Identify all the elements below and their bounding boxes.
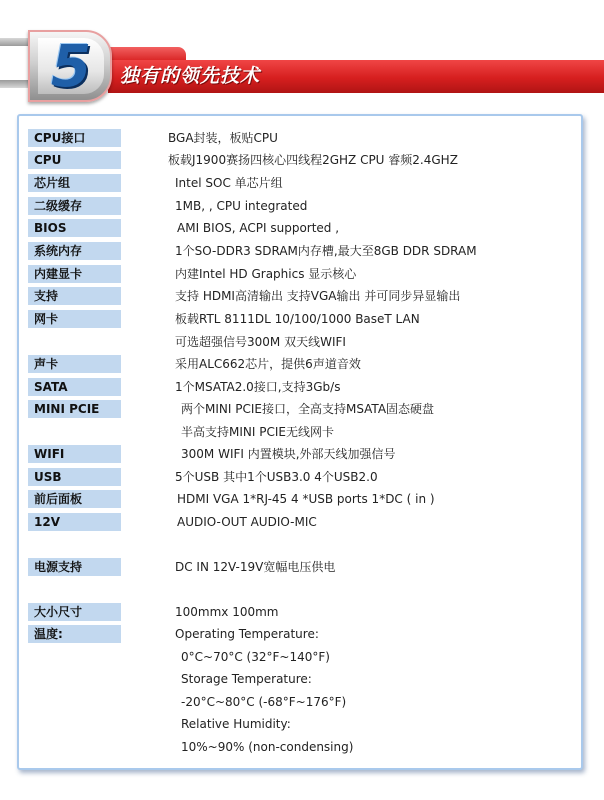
spec-row [19, 173, 581, 193]
spec-value: AUDIO-OUT AUDIO-MIC [177, 515, 317, 529]
spec-row [19, 467, 581, 487]
spec-label: 前后面板 [28, 490, 121, 508]
spec-value: 1个SO-DDR3 SDRAM内存槽,最大至8GB DDR SDRAM [175, 244, 477, 258]
spec-label: USB [28, 468, 121, 486]
spec-label: 支持 [28, 287, 121, 305]
spec-row [19, 309, 581, 329]
spec-label: 系统内存 [28, 242, 121, 260]
spec-value: Relative Humidity: [181, 717, 291, 731]
spec-value: HDMI VGA 1*RJ-45 4 *USB ports 1*DC ( in ) [177, 492, 435, 506]
section-title: 独有的领先技术 [120, 65, 261, 87]
spec-row [19, 444, 581, 464]
spec-row [19, 602, 581, 622]
spec-label: MINI PCIE [28, 400, 121, 418]
spec-label: 电源支持 [28, 558, 121, 576]
spec-value: 板载J1900赛扬四核心四线程2GHZ CPU 睿频2.4GHZ [168, 153, 458, 167]
spec-label: BIOS [28, 219, 121, 237]
spec-row [19, 557, 581, 577]
spec-value: 两个MINI PCIE接口，全高支持MSATA固态硬盘 [181, 402, 435, 416]
spec-value: 可选超强信号300M 双天线WIFI [175, 335, 346, 349]
spec-value: 1个MSATA2.0接口,支持3Gb/s [175, 380, 341, 394]
spec-label: 12V [28, 513, 121, 531]
spec-label: 二级缓存 [28, 197, 121, 215]
spec-value: 支持 HDMI高清输出 支持VGA输出 并可同步异显输出 [175, 289, 461, 303]
spec-row [19, 692, 581, 712]
section-number-plate [38, 32, 104, 100]
spec-label: SATA [28, 378, 121, 396]
spec-value: Storage Temperature: [181, 672, 312, 686]
spec-label: WIFI [28, 445, 121, 463]
spec-row [19, 196, 581, 216]
spec-row [19, 489, 581, 509]
spec-row [19, 286, 581, 306]
spec-label: 温度: [28, 625, 121, 643]
spec-label: CPU接口 [28, 129, 121, 147]
spec-row [19, 624, 581, 644]
spec-row [19, 128, 581, 148]
spec-row [19, 714, 581, 734]
spec-card [17, 114, 583, 770]
spec-value: 板载RTL 8111DL 10/100/1000 BaseT LAN [175, 312, 420, 326]
section-number: 5 [50, 32, 92, 100]
spec-row [19, 241, 581, 261]
spec-row [19, 737, 581, 757]
spec-value: 0°C~70°C (32°F~140°F) [181, 650, 330, 664]
spec-value: 5个USB 其中1个USB3.0 4个USB2.0 [175, 470, 378, 484]
spec-value: Intel SOC 单芯片组 [175, 176, 283, 190]
spec-row [19, 150, 581, 170]
spec-value: 300M WIFI 内置模块,外部天线加强信号 [181, 447, 396, 461]
spec-label: 网卡 [28, 310, 121, 328]
spec-value: DC IN 12V-19V宽幅电压供电 [175, 560, 336, 574]
spec-row [19, 377, 581, 397]
spec-value: 采用ALC662芯片，提供6声道音效 [175, 357, 361, 371]
spec-row [19, 512, 581, 532]
spec-row [19, 264, 581, 284]
title-bar-notch [108, 47, 186, 61]
spec-label: 芯片组 [28, 174, 121, 192]
spec-row [19, 422, 581, 442]
spec-label: 大小尺寸 [28, 603, 121, 621]
spec-value: Operating Temperature: [175, 627, 319, 641]
spec-value: 内建Intel HD Graphics 显示核心 [175, 267, 357, 281]
spec-value: BGA封装，板贴CPU [168, 131, 278, 145]
spec-value: -20°C~80°C (-68°F~176°F) [181, 695, 347, 709]
spec-label: 内建显卡 [28, 265, 121, 283]
spec-value: 1MB, , CPU integrated [175, 199, 308, 213]
spec-value: 10%~90% (non-condensing) [181, 740, 354, 754]
spec-label: 声卡 [28, 355, 121, 373]
spec-value: 半高支持MINI PCIE无线网卡 [181, 425, 334, 439]
spec-value: 100mmx 100mm [175, 605, 279, 619]
spec-label: CPU [28, 151, 121, 169]
spec-row [19, 332, 581, 352]
spec-value: AMI BIOS, ACPI supported , [177, 221, 340, 235]
spec-row [19, 647, 581, 667]
spec-row [19, 669, 581, 689]
spec-row [19, 354, 581, 374]
spec-row [19, 399, 581, 419]
section-number-badge [28, 30, 112, 102]
spec-row [19, 218, 581, 238]
